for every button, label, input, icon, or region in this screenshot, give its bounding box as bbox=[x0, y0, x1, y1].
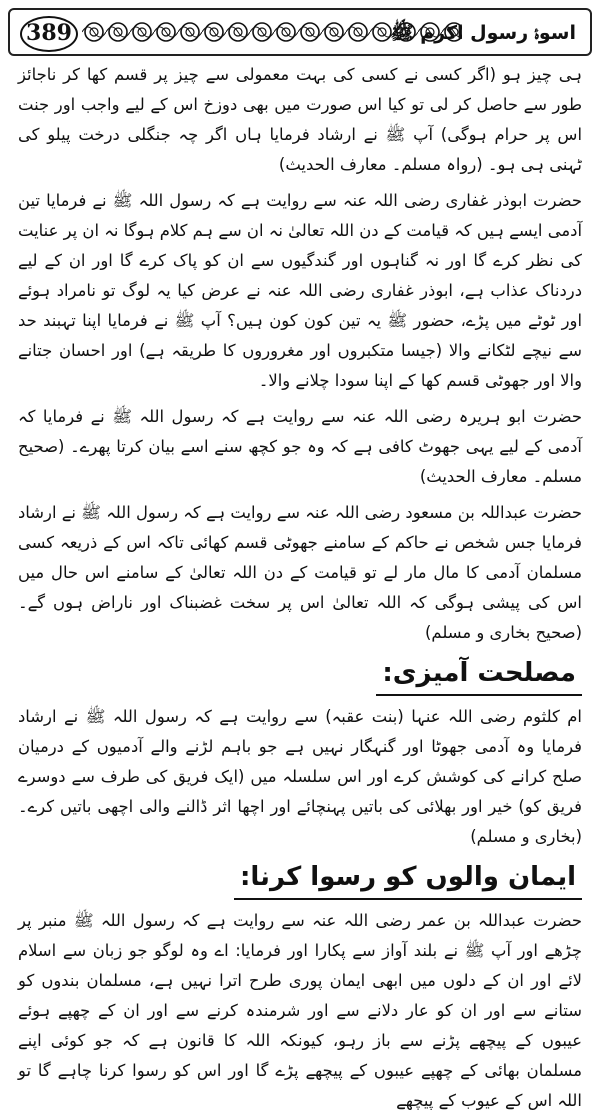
section-heading: ایمان والوں کو رسوا کرنا: bbox=[234, 858, 582, 900]
paragraph-4: حضرت عبداللہ بن مسعود رضی اللہ عنہ سے روایت ہے کہ رسول اللہ ﷺ نے ارشاد فرمایا جس شخص نے حاکم کے سامنے جھوٹی قسم کھائی تاکہ اس کے ذریعہ کسی مسلمان آدمی کا مال مار لے تو قیامت کے دن اللہ تعالیٰ کے سامنے اس حال میں اس کی پیشی ہوگی کہ اللہ تعالیٰ اس پر سخت غضبناک اور ناراض ہوں گے۔ (صحیح بخاری و مسلم) bbox=[18, 503, 582, 642]
page-body bbox=[18, 60, 582, 1110]
paragraph-6: حضرت عبداللہ بن عمر رضی اللہ عنہ سے روایت ہے کہ رسول اللہ ﷺ منبر پر چڑھے اور آپ ﷺ نے بلند آواز سے پکارا اور فرمایا: اے وہ لوگو جو زبان سے اسلام لائے اور ان کے دلوں میں ابھی ایمان پوری طرح اترا نہیں ہے، مسلمان بندوں کو ستانے سے اور ان کو عار دلانے سے اور شرمندہ کرنے سے اور ان کے چھپے ہوئے عیبوں کے پیچھے پڑنے سے باز رہو، کیونکہ اللہ کا قانون ہے کہ جو کوئی اپنے مسلمان بھائی کے چھپے عیبوں کے پیچھے پڑے گا اور اس کو رسوا کرنا چاہے گا تو اللہ اس کے عیوب کے پیچھے bbox=[18, 911, 582, 1110]
decorative-border-ornament bbox=[82, 16, 440, 48]
paragraph-5: ام کلثوم رضی اللہ عنہا (بنت عقبہ) سے روایت ہے کہ رسول اللہ ﷺ نے ارشاد فرمایا وہ آدمی جھوٹا اور گنہگار نہیں ہے جو باہم لڑنے والے آدمیوں کے درمیان صلح کرانے کی کوشش کرے اور اس سلسلہ میں (ایک فریق کی طرف سے دوسرے فریق کو) خیر اور بھلائی کی باتیں پہنچائے اور اچھا اثر ڈالنے والی اچھی باتیں کرے۔ (بخاری و مسلم) bbox=[18, 707, 582, 846]
paragraph-3: حضرت ابو ہریرہ رضی اللہ عنہ سے روایت ہے کہ رسول اللہ ﷺ نے فرمایا کہ آدمی کے لیے یہی جھوٹ کافی ہے کہ وہ جو کچھ سنے اسے بیان کرتا پھرے۔ (صحیح مسلم۔ معارف الحدیث) bbox=[18, 407, 582, 486]
running-title: اسوۂ رسول اکرم ﷺ bbox=[390, 22, 576, 44]
section-heading: مصلحت آمیزی: bbox=[376, 654, 582, 696]
page-number: 389 bbox=[20, 16, 78, 52]
section-heading-wrapper bbox=[18, 654, 582, 696]
page-header bbox=[8, 8, 592, 56]
paragraph-2: حضرت ابوذر غفاری رضی اللہ عنہ سے روایت ہے کہ رسول اللہ ﷺ نے فرمایا تین آدمی ایسے ہیں کہ قیامت کے دن اللہ تعالیٰ نہ ان سے ہم کلام ہوگا نہ ان پر عنایت کی نظر کرے گا اور نہ گناہوں اور گندگیوں سے ان کو پاک کرے گا اور ان کے لیے دردناک عذاب ہے، ابوذر غفاری رضی اللہ عنہ نے عرض کیا یہ لوگ تو نامراد ہوئے اور ٹوٹے میں پڑے، حضور ﷺ یہ تین کون کون ہیں؟ آپ ﷺ نے فرمایا اپنا تہبند حد سے نیچے لٹکانے والا (جیسا متکبروں اور مغروروں کا طریقہ ہے) اور احسان جتانے والا اور جھوٹی قسم کھا کے اپنا سودا چلانے والا۔ bbox=[18, 191, 582, 390]
paragraph-1: ہی چیز ہو (اگر کسی نے کسی کی بہت معمولی سے چیز پر قسم کھا کر ناجائز طور سے حاصل کر لی تو کیا اس صورت میں بھی دوزخ اس کے لیے واجب اور جنت اس پر حرام ہوگی) آپ ﷺ نے ارشاد فرمایا ہاں اگر چہ جنگلی درخت پیلو کی ٹہنی ہی ہو۔ (رواہ مسلم۔ معارف الحدیث) bbox=[18, 65, 582, 174]
section-heading-wrapper bbox=[18, 858, 582, 900]
